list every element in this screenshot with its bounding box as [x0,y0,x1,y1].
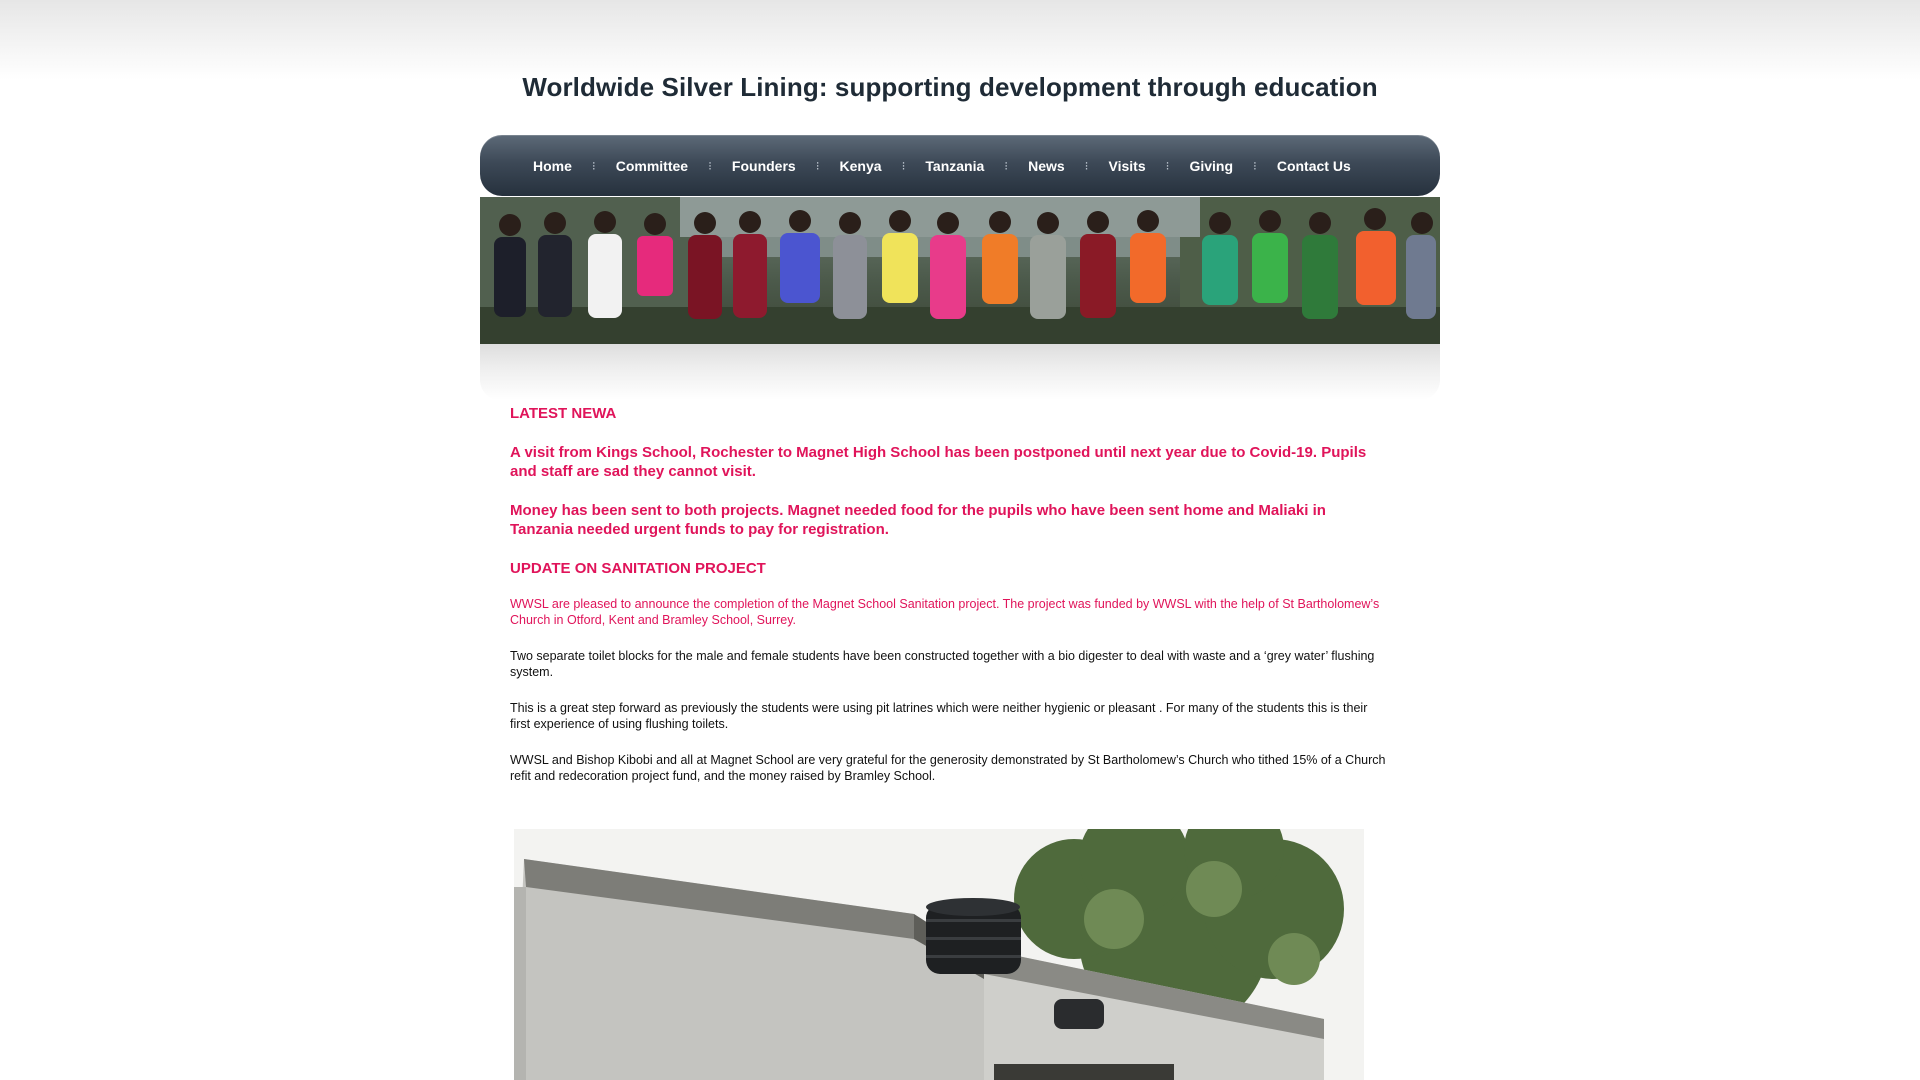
toilet-block-illustration [514,829,1364,1080]
students-photo-illustration [480,197,1440,344]
site-title: Worldwide Silver Lining: supporting development through education [522,72,1378,102]
nav-founders[interactable]: Founders [731,157,796,174]
nav-separator: ⁝ [1084,158,1089,173]
nav-separator: ⁝ [901,158,906,173]
news-item-kings-school: A visit from Kings School, Rochester to Magnet High School has been postponed until next year due to Covid-19. Pupils and staff are sad they cannot visit. [510,444,1367,480]
nav-separator: ⁝ [591,158,596,173]
nav-tanzania[interactable]: Tanzania [925,157,985,174]
nav-separator: ⁝ [815,158,820,173]
nav-visits[interactable]: Visits [1108,157,1146,174]
main-content [510,404,1390,784]
nav-committee[interactable]: Committee [615,157,689,174]
main-navigation [480,135,1440,196]
latest-news-heading: LATEST NEWA [510,405,617,422]
sanitation-paragraph: WWSL and Bishop Kibobi and all at Magnet School are very grateful for the generosity demonstrated by St Bartholomew’s Church who tithed 15% of a Church refit and redecoration project fund, and the money raised by Bramley School. [510,753,1386,783]
nav-home[interactable]: Home [533,157,572,174]
nav-kenya[interactable]: Kenya [839,157,882,174]
header-background [0,0,1920,80]
sanitation-paragraph: Two separate toilet blocks for the male and female students have been constructed together with a bio digester to deal with waste and a ‘grey water’ flushing system. [510,649,1375,679]
nav-separator: ⁝ [1253,158,1257,173]
sanitation-intro: WWSL are pleased to announce the completion of the Magnet School Sanitation project. The project was funded by WWSL with the help of St Bartholomew’s Church in Otford, Kent and Bramley School, Surrey. [510,597,1380,627]
banner-shadow [480,344,1440,400]
sanitation-heading: UPDATE ON SANITATION PROJECT [510,560,766,577]
sanitation-paragraph: This is a great step forward as previously the students were using pit latrines which were neither hygienic or pleasant . For many of the students this is their first experience of using flushing toilets. [510,701,1368,731]
nav-separator: ⁝ [1165,158,1170,173]
nav-news[interactable]: News [1028,157,1065,174]
news-item-funds-sent: Money has been sent to both projects. Magnet needed food for the pupils who have been sent home and Maliaki in Tanzania needed urgent funds to pay for registration. [510,502,1326,538]
nav-separator: ⁝ [708,158,712,173]
nav-contact-us[interactable]: Contact Us [1276,157,1351,174]
nav-separator: ⁝ [1004,158,1009,173]
banner-students-photo [480,197,1440,344]
nav-giving[interactable]: Giving [1189,157,1233,174]
toilet-block-photo [514,829,1364,1080]
